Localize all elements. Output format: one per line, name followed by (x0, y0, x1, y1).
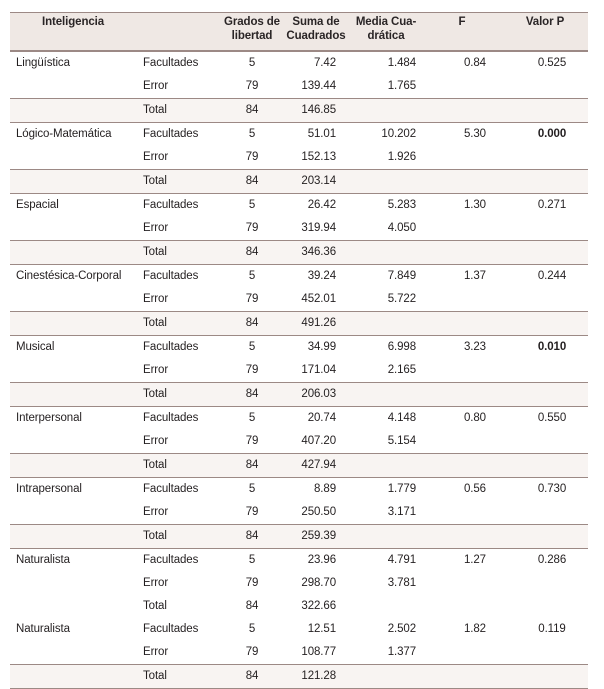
cell-fuente: Facultades (143, 57, 199, 69)
cell-suma-cuadrados: 407.20 (301, 435, 336, 447)
cell-f: 1.37 (464, 270, 486, 282)
cell-grados-libertad: 5 (248, 554, 256, 566)
cell-suma-cuadrados: 427.94 (282, 454, 350, 478)
cell-media-cuadratica: 1.926 (387, 151, 416, 163)
cell-suma-cuadrados: 12.51 (307, 623, 336, 635)
table-row (10, 595, 588, 618)
cell-inteligencia (10, 146, 140, 170)
cell-grados-libertad: 84 (222, 383, 282, 407)
cell-f (422, 75, 502, 99)
header-df-line2: libertad (231, 30, 273, 42)
cell-fuente: Total (140, 454, 222, 478)
cell-inteligencia: Lógico-Matemática (16, 128, 112, 140)
cell-grados-libertad: 5 (248, 128, 256, 140)
cell-grados-libertad: 79 (245, 151, 259, 163)
cell-inteligencia (10, 359, 140, 383)
cell-suma-cuadrados: 250.50 (301, 506, 336, 518)
header-ss-line2: Cuadrados (286, 30, 346, 42)
cell-grados-libertad: 79 (245, 646, 259, 658)
cell-media-cuadratica: 5.283 (387, 199, 416, 211)
cell-inteligencia: Espacial (16, 199, 59, 211)
cell-valor-p (502, 75, 588, 99)
cell-grados-libertad: 5 (248, 57, 256, 69)
cell-suma-cuadrados: 259.39 (282, 525, 350, 549)
cell-fuente: Error (143, 435, 169, 447)
table-row (10, 241, 588, 265)
cell-inteligencia (10, 288, 140, 312)
cell-fuente: Error (143, 222, 169, 234)
cell-f (422, 359, 502, 383)
table-row (10, 170, 588, 194)
cell-inteligencia: Lingüística (16, 57, 70, 69)
cell-inteligencia (10, 430, 140, 454)
cell-grados-libertad: 5 (248, 199, 256, 211)
cell-media-cuadratica: 3.781 (387, 577, 416, 589)
cell-suma-cuadrados: 319.94 (301, 222, 336, 234)
cell-media-cuadratica (350, 241, 422, 265)
header-grados-libertad (222, 13, 282, 52)
cell-media-cuadratica: 2.165 (387, 364, 416, 376)
cell-media-cuadratica: 5.722 (387, 293, 416, 305)
cell-media-cuadratica (350, 170, 422, 194)
cell-valor-p (502, 359, 588, 383)
cell-media-cuadratica: 5.154 (387, 435, 416, 447)
cell-media-cuadratica: 1.377 (387, 646, 416, 658)
cell-inteligencia: Intrapersonal (16, 483, 82, 495)
cell-grados-libertad: 79 (245, 222, 259, 234)
table-row (10, 359, 588, 383)
cell-grados-libertad: 79 (245, 364, 259, 376)
header-valor-p: Valor P (502, 13, 588, 52)
cell-suma-cuadrados: 108.77 (301, 646, 336, 658)
cell-media-cuadratica (350, 312, 422, 336)
cell-valor-p (502, 641, 588, 665)
cell-f: 1.82 (464, 623, 486, 635)
cell-valor-p: 0.286 (537, 554, 567, 566)
cell-f (422, 217, 502, 241)
cell-suma-cuadrados: 39.24 (307, 270, 336, 282)
cell-fuente: Facultades (143, 199, 199, 211)
cell-media-cuadratica: 3.171 (387, 506, 416, 518)
cell-valor-p: 0.525 (537, 57, 567, 69)
cell-media-cuadratica: 1.484 (387, 57, 416, 69)
cell-valor-p (502, 525, 588, 549)
cell-grados-libertad: 5 (248, 483, 256, 495)
cell-fuente: Facultades (143, 623, 199, 635)
cell-fuente: Error (143, 293, 169, 305)
cell-valor-p (502, 430, 588, 454)
cell-f: 1.27 (464, 554, 486, 566)
cell-fuente: Total (140, 99, 222, 123)
cell-inteligencia: Musical (16, 341, 55, 353)
cell-f (422, 595, 502, 618)
cell-f (422, 525, 502, 549)
cell-grados-libertad: 84 (222, 312, 282, 336)
cell-inteligencia: Interpersonal (16, 412, 82, 424)
cell-media-cuadratica (350, 383, 422, 407)
cell-fuente: Facultades (143, 341, 199, 353)
table-row (10, 51, 588, 75)
cell-suma-cuadrados: 146.85 (282, 99, 350, 123)
cell-suma-cuadrados: 491.26 (282, 312, 350, 336)
cell-media-cuadratica: 1.779 (387, 483, 416, 495)
cell-valor-p (502, 312, 588, 336)
cell-valor-p: 0.000 (537, 128, 567, 140)
table-header (10, 13, 588, 52)
table-row (10, 430, 588, 454)
cell-media-cuadratica: 2.502 (387, 623, 416, 635)
cell-inteligencia (10, 501, 140, 525)
cell-valor-p: 0.244 (537, 270, 567, 282)
cell-inteligencia (10, 75, 140, 99)
table-row (10, 288, 588, 312)
cell-valor-p: 0.119 (538, 623, 566, 635)
cell-grados-libertad: 79 (245, 577, 259, 589)
cell-valor-p (502, 99, 588, 123)
cell-suma-cuadrados: 26.42 (307, 199, 336, 211)
cell-fuente: Total (143, 600, 167, 612)
cell-f: 0.56 (464, 483, 486, 495)
cell-grados-libertad: 5 (248, 270, 256, 282)
table-row (10, 572, 588, 595)
table-row (10, 75, 588, 99)
cell-grados-libertad: 84 (222, 454, 282, 478)
table-row (10, 217, 588, 241)
cell-f: 3.23 (464, 341, 486, 353)
cell-fuente: Total (140, 665, 222, 689)
cell-inteligencia (10, 217, 140, 241)
cell-fuente: Total (140, 525, 222, 549)
cell-f (422, 170, 502, 194)
cell-fuente: Facultades (143, 554, 199, 566)
cell-fuente: Total (140, 383, 222, 407)
cell-valor-p: 0.010 (537, 341, 567, 353)
header-suma-cuadrados (282, 13, 350, 52)
cell-grados-libertad: 84 (222, 665, 282, 689)
table-row (10, 265, 588, 289)
cell-media-cuadratica (350, 454, 422, 478)
cell-fuente: Facultades (143, 483, 199, 495)
table-row (10, 454, 588, 478)
header-ms-line1: Media Cua- (355, 16, 417, 28)
cell-grados-libertad: 79 (245, 506, 259, 518)
cell-grados-libertad: 5 (248, 623, 256, 635)
cell-media-cuadratica: 4.148 (387, 412, 416, 424)
cell-valor-p (502, 170, 588, 194)
cell-suma-cuadrados: 23.96 (307, 554, 336, 566)
cell-valor-p (502, 454, 588, 478)
cell-suma-cuadrados: 298.70 (301, 577, 336, 589)
table-row (10, 407, 588, 431)
cell-media-cuadratica: 7.849 (387, 270, 416, 282)
cell-suma-cuadrados: 152.13 (301, 151, 336, 163)
cell-grados-libertad: 79 (245, 435, 259, 447)
cell-media-cuadratica: 10.202 (381, 128, 416, 140)
header-inteligencia: Inteligencia (10, 13, 140, 52)
cell-valor-p (502, 595, 588, 618)
header-source (140, 13, 222, 52)
cell-fuente: Facultades (143, 270, 199, 282)
table-row (10, 478, 588, 502)
cell-valor-p: 0.271 (537, 199, 567, 211)
cell-inteligencia (10, 641, 140, 665)
cell-f: 0.84 (464, 57, 486, 69)
cell-media-cuadratica: 6.998 (387, 341, 416, 353)
cell-suma-cuadrados: 452.01 (301, 293, 336, 305)
cell-grados-libertad: 84 (222, 170, 282, 194)
cell-f (422, 501, 502, 525)
cell-inteligencia (10, 383, 140, 407)
cell-media-cuadratica: 4.050 (387, 222, 416, 234)
cell-valor-p (502, 241, 588, 265)
cell-suma-cuadrados: 51.01 (307, 128, 336, 140)
cell-grados-libertad: 84 (222, 99, 282, 123)
cell-inteligencia: Naturalista (16, 623, 70, 635)
cell-grados-libertad: 84 (245, 600, 259, 612)
cell-fuente: Error (143, 151, 169, 163)
cell-inteligencia (10, 170, 140, 194)
cell-fuente: Total (140, 312, 222, 336)
header-ss-line1: Suma de (292, 16, 340, 28)
cell-valor-p (502, 383, 588, 407)
cell-grados-libertad: 84 (222, 241, 282, 265)
cell-f (422, 641, 502, 665)
cell-f (422, 572, 502, 595)
cell-f (422, 312, 502, 336)
cell-inteligencia (10, 572, 140, 595)
cell-fuente: Total (140, 170, 222, 194)
table-row (10, 618, 588, 641)
cell-media-cuadratica (350, 99, 422, 123)
cell-inteligencia (10, 595, 140, 618)
header-row (10, 13, 588, 52)
cell-valor-p: 0.550 (537, 412, 567, 424)
table-row (10, 194, 588, 218)
cell-grados-libertad: 79 (245, 293, 259, 305)
cell-fuente: Error (143, 646, 169, 658)
cell-inteligencia (10, 525, 140, 549)
cell-media-cuadratica: 1.765 (387, 80, 416, 92)
table-body (10, 51, 588, 689)
table-row (10, 312, 588, 336)
cell-media-cuadratica (350, 525, 422, 549)
header-ms-line2: drática (367, 30, 405, 42)
cell-fuente: Error (143, 506, 169, 518)
header-f: F (422, 13, 502, 52)
cell-suma-cuadrados: 121.28 (282, 665, 350, 689)
table-row (10, 501, 588, 525)
cell-f (422, 430, 502, 454)
cell-fuente: Total (140, 241, 222, 265)
cell-f (422, 288, 502, 312)
cell-suma-cuadrados: 346.36 (282, 241, 350, 265)
cell-f: 1.30 (464, 199, 486, 211)
cell-valor-p (502, 572, 588, 595)
cell-fuente: Error (143, 364, 169, 376)
cell-suma-cuadrados: 171.04 (301, 364, 336, 376)
cell-suma-cuadrados: 34.99 (307, 341, 336, 353)
cell-valor-p: 0.730 (537, 483, 567, 495)
cell-valor-p (502, 146, 588, 170)
cell-fuente: Error (143, 577, 169, 589)
cell-fuente: Facultades (143, 128, 199, 140)
cell-f (422, 241, 502, 265)
cell-f (422, 454, 502, 478)
cell-inteligencia: Naturalista (16, 554, 70, 566)
cell-suma-cuadrados: 8.89 (314, 483, 336, 495)
cell-f (422, 146, 502, 170)
cell-inteligencia (10, 312, 140, 336)
table-row (10, 641, 588, 665)
table-row (10, 383, 588, 407)
cell-fuente: Error (143, 80, 169, 92)
cell-fuente: Facultades (143, 412, 199, 424)
table-row (10, 99, 588, 123)
table-row (10, 525, 588, 549)
cell-f: 5.30 (464, 128, 486, 140)
cell-suma-cuadrados: 322.66 (301, 600, 336, 612)
cell-f: 0.80 (464, 412, 486, 424)
cell-valor-p (502, 288, 588, 312)
cell-inteligencia (10, 241, 140, 265)
anova-table (10, 12, 588, 689)
cell-suma-cuadrados: 203.14 (282, 170, 350, 194)
cell-suma-cuadrados: 7.42 (314, 57, 336, 69)
cell-suma-cuadrados: 20.74 (307, 412, 336, 424)
cell-grados-libertad: 79 (245, 80, 259, 92)
header-df-line1: Grados de (224, 16, 280, 28)
cell-grados-libertad: 5 (248, 412, 256, 424)
cell-media-cuadratica: 4.791 (387, 554, 416, 566)
cell-f (422, 383, 502, 407)
cell-inteligencia (10, 99, 140, 123)
cell-inteligencia (10, 454, 140, 478)
table-row (10, 123, 588, 147)
cell-inteligencia: Cinestésica-Corporal (16, 270, 122, 282)
table-row (10, 549, 588, 573)
cell-suma-cuadrados: 139.44 (301, 80, 336, 92)
cell-grados-libertad: 5 (248, 341, 256, 353)
cell-valor-p (502, 501, 588, 525)
table-row (10, 336, 588, 360)
cell-suma-cuadrados: 206.03 (282, 383, 350, 407)
cell-media-cuadratica (350, 595, 422, 618)
header-media-cuadratica (350, 13, 422, 52)
cell-f (422, 99, 502, 123)
cell-grados-libertad: 84 (222, 525, 282, 549)
cell-valor-p (502, 217, 588, 241)
table-row (10, 146, 588, 170)
